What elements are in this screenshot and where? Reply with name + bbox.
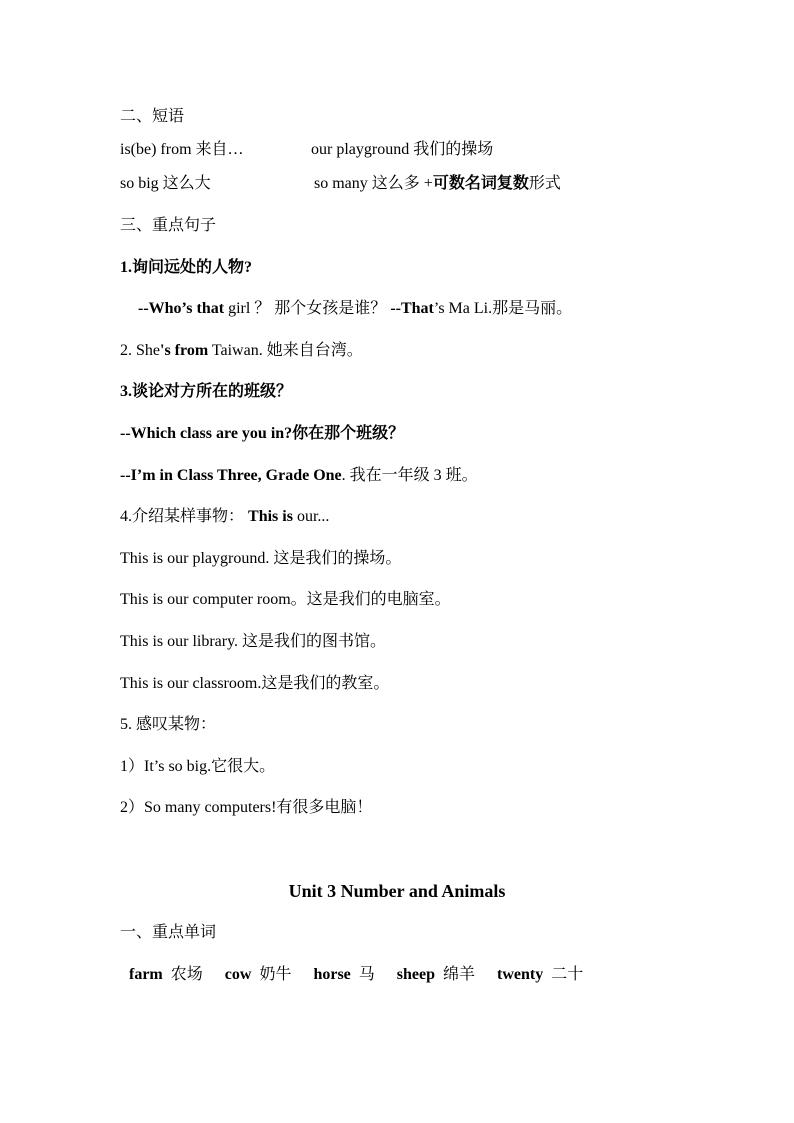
sentence-3-question <box>120 424 404 444</box>
word-item <box>313 966 374 983</box>
word-item <box>497 966 583 983</box>
s1-part3: girl ？ 那个女孩是谁？ <box>224 300 391 317</box>
sentence-5-title: 5. 感叹某物： <box>120 716 217 733</box>
word-zh: 农场 <box>170 966 203 983</box>
words-heading: 一、重点单词 <box>120 924 217 941</box>
s3-question-text: --Which class are you in?你在那个班级？ <box>120 425 405 442</box>
phrase-so-many-plain: so many 这么多 + <box>314 175 433 192</box>
word-en: farm <box>129 966 163 983</box>
phrase-is-from: is(be) from 来自… <box>120 141 244 158</box>
sentence-5-line: 1）It’s so big.它很大。 <box>120 758 276 775</box>
s4-title-part1: 4.介绍某样事物： <box>120 508 249 525</box>
phrase-so-many-bold: 可数名词复数 <box>432 175 529 192</box>
word-zh: 马 <box>358 966 375 983</box>
s1-part2: that <box>196 300 225 317</box>
s1-part1: --Who’s <box>138 300 197 317</box>
word-en: horse <box>313 966 351 983</box>
sentence-4-line: This is our library. 这是我们的图书馆。 <box>120 633 387 650</box>
s3-a-part3: . 我在一年级 3 班。 <box>341 467 478 484</box>
sentence-4-line: This is our classroom.这是我们的教室。 <box>120 675 390 692</box>
phrase-row-1 <box>120 140 494 160</box>
word-en: twenty <box>497 966 544 983</box>
s1-part5: ’s Ma Li.那是马丽。 <box>433 300 573 317</box>
word-en: sheep <box>396 966 436 983</box>
sentence-4-line: This is our computer room。这是我们的电脑室。 <box>120 591 451 608</box>
sentence-4-line: This is our playground. 这是我们的操场。 <box>120 550 402 567</box>
sentence-5-line: 2）So many computers!有很多电脑！ <box>120 799 373 816</box>
sentence-1-title: 1.询问远处的人物? <box>120 259 253 276</box>
unit-title: Unit 3 Number and Animals <box>288 881 506 901</box>
word-zh: 绵羊 <box>443 966 476 983</box>
sentence-4-title <box>120 507 329 527</box>
phrase-so-many <box>314 174 561 194</box>
s3-a-part2: Class Three, Grade One <box>176 467 342 484</box>
sentence-3-title: 3.谈论对方所在的班级？ <box>120 383 293 400</box>
phrase-row-2 <box>120 174 561 194</box>
word-en: cow <box>224 966 252 983</box>
sentence-3-answer <box>120 466 478 486</box>
s2-part2: 's from <box>160 342 209 359</box>
s1-part4: --That <box>390 300 434 317</box>
sentences-heading: 三、重点句子 <box>120 217 217 234</box>
word-item <box>397 966 475 983</box>
word-list <box>129 965 583 985</box>
phrase-our-playground: our playground 我们的操场 <box>311 141 494 158</box>
word-zh: 二十 <box>551 966 584 983</box>
s4-title-part2: This is <box>248 508 293 525</box>
phrase-so-big: so big 这么大 <box>120 175 211 192</box>
s2-part1: 2. She <box>120 342 160 359</box>
sentence-1-dialog <box>138 299 572 319</box>
word-zh: 奶牛 <box>259 966 292 983</box>
phrase-so-many-tail: 形式 <box>528 175 561 192</box>
word-item <box>129 966 203 983</box>
s3-a-part1: --I’m in <box>120 467 177 484</box>
s4-title-part3: our... <box>292 508 330 525</box>
word-item <box>225 966 292 983</box>
phrases-heading: 二、短语 <box>120 108 185 125</box>
sentence-2 <box>120 341 363 361</box>
s2-part3: Taiwan. 她来自台湾。 <box>208 342 363 359</box>
